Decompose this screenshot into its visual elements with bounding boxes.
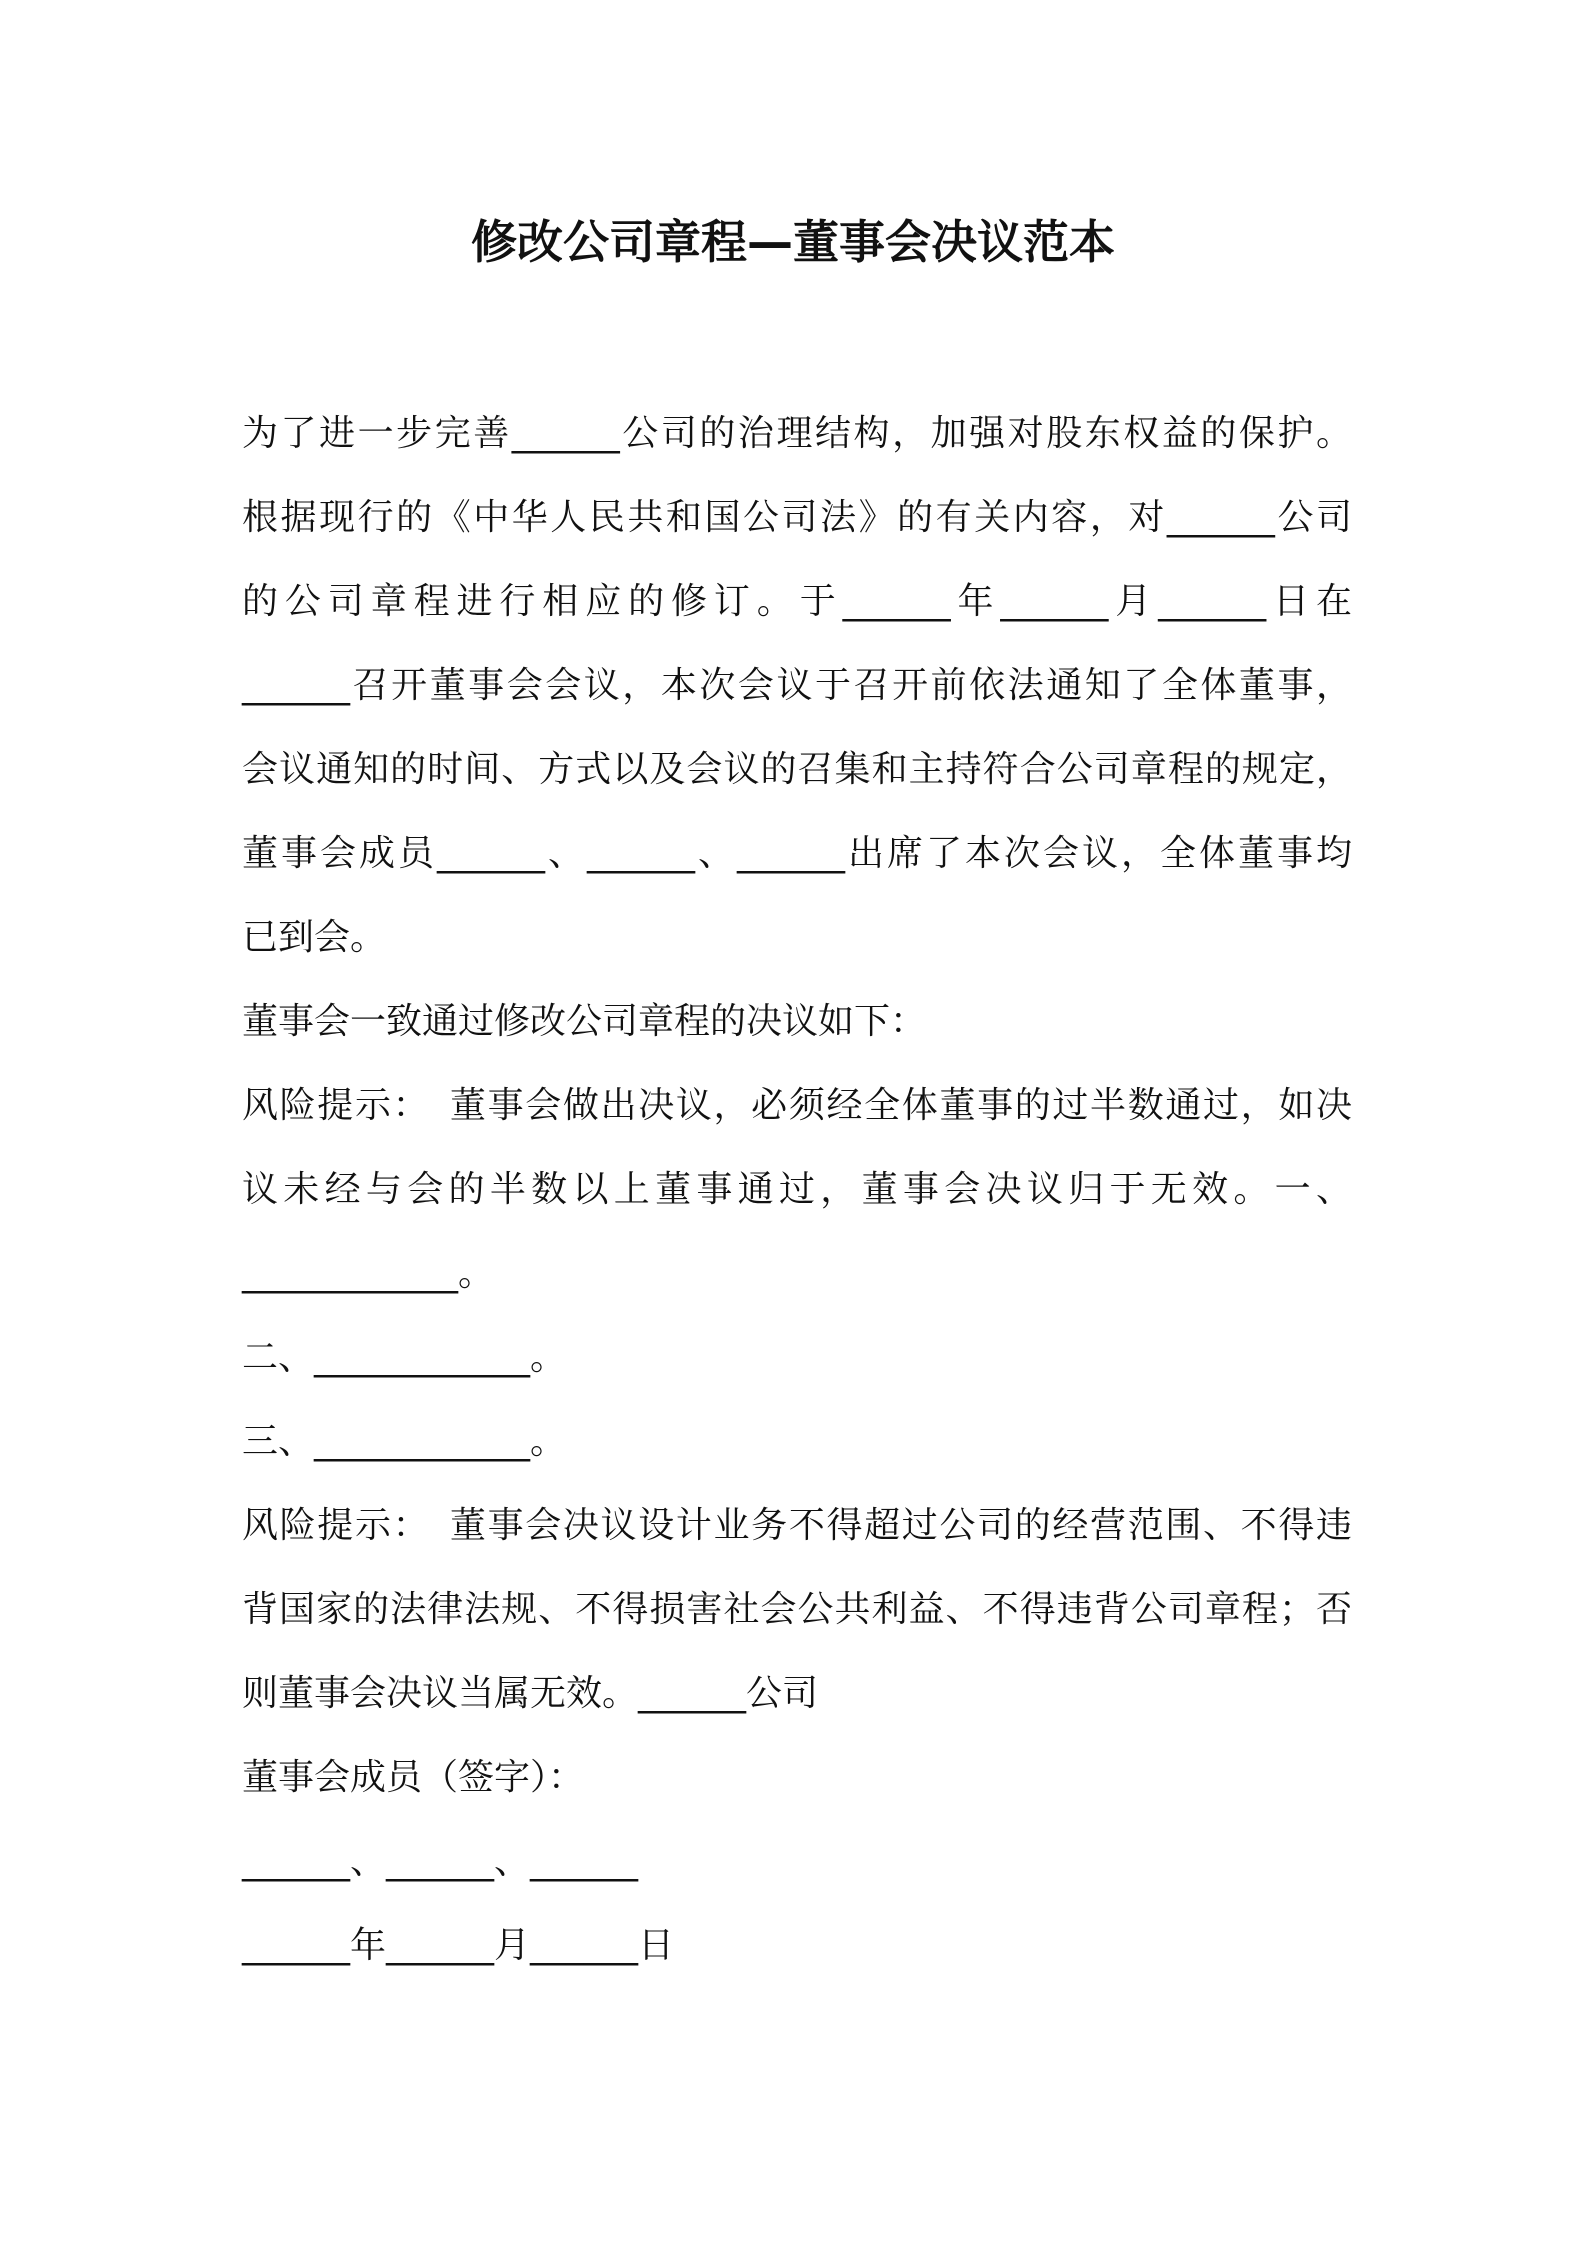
date-line: ______年______月______日: [242, 1925, 674, 1966]
resolution-item-2: 二、____________。: [242, 1337, 567, 1378]
signature-label: 董事会成员（签字）：: [242, 1757, 585, 1798]
paragraph-line-5: 会议通知的时间、方式以及会议的召集和主持符合公司章程的规定，: [242, 749, 1352, 790]
paragraph-line-2: 根据现行的《中华人民共和国公司法》的有关内容，对______公司: [242, 497, 1352, 538]
risk-note-1-line-1: 风险提示： 董事会做出决议，必须经全体董事的过半数通过，如决: [242, 1085, 1352, 1126]
risk-note-2-line-1: 风险提示： 董事会决议设计业务不得超过公司的经营范围、不得违: [242, 1505, 1352, 1546]
paragraph-line-4: ______召开董事会会议，本次会议于召开前依法通知了全体董事，: [242, 665, 1352, 706]
paragraph-line-3: 的公司章程进行相应的修订。于______年______月______日在: [242, 581, 1352, 622]
document-title: 修改公司章程—董事会决议范本: [471, 215, 1115, 269]
paragraph-line-7: 已到会。: [242, 917, 387, 958]
resolution-intro: 董事会一致通过修改公司章程的决议如下：: [242, 1001, 927, 1042]
risk-note-2-line-3: 则董事会决议当属无效。______公司: [242, 1673, 819, 1714]
resolution-item-1-blank: ____________。: [242, 1253, 495, 1294]
resolution-item-3: 三、____________。: [242, 1421, 567, 1462]
risk-note-2-line-2: 背国家的法律法规、不得损害社会公共利益、不得违背公司章程；否: [242, 1589, 1352, 1630]
paragraph-line-6: 董事会成员______、______、______出席了本次会议，全体董事均: [242, 833, 1352, 874]
risk-note-1-line-2: 议未经与会的半数以上董事通过，董事会决议归于无效。一、: [242, 1169, 1352, 1210]
signature-blanks: ______、______、______: [242, 1841, 638, 1882]
paragraph-line-1: 为了进一步完善______公司的治理结构，加强对股东权益的保护。: [242, 413, 1352, 454]
